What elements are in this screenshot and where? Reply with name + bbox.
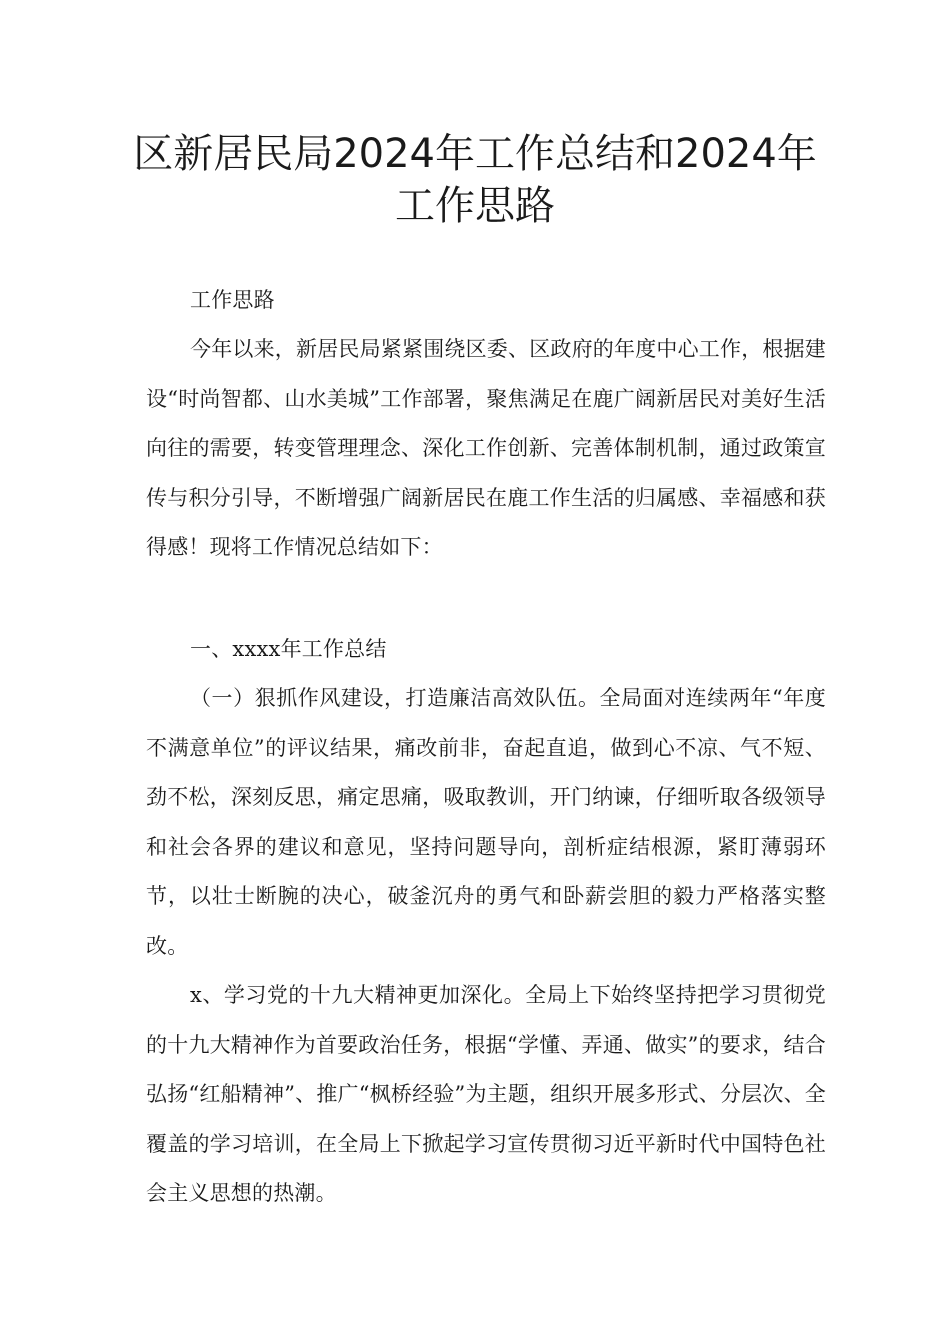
intro-block [146, 325, 826, 573]
intro-paragraph: 今年以来，新居民局紧紧围绕区委、区政府的年度中心工作，根据建设“时尚智都、山水美城”工作部署，聚焦满足在鹿广阔新居民对美好生活向往的需要，转变管理理念、深化工作创新、完善体制机制，通过政策宣传与积分引导，不断增强广阔新居民在鹿工作生活的归属感、幸福感和获得感！现将工作情况总结如下： [146, 337, 826, 559]
section-label: 工作思路 [190, 288, 275, 312]
section-label-block [146, 276, 826, 326]
paragraph-2: x、学习党的十九大精神更加深化。全局上下始终坚持把学习贯彻党的十九大精神作为首要政治任务，根据“学懂、弄通、做实”的要求，结合弘扬“红船精神”、推广“枫桥经验”为主题，组织开展多形式、分层次、全覆盖的学习培训，在全局上下掀起学习宣传贯彻习近平新时代中国特色社会主义思想的热潮。 [146, 983, 826, 1205]
paragraph-1-block [146, 674, 826, 971]
section-heading-block [146, 625, 826, 675]
document-title-line-2: 工作思路 [395, 183, 555, 229]
paragraph-1: （一）狠抓作风建设，打造廉洁高效队伍。全局面对连续两年“年度不满意单位”的评议结果，痛改前非，奋起直追，做到心不凉、气不短、劲不松，深刻反思，痛定思痛，吸取教训，开门纳谏，仔细听取各级领导和社会各界的建议和意见，坚持问题导向，剖析症结根源，紧盯薄弱环节，以壮士断腕的决心，破釜沉舟的勇气和卧薪尝胆的毅力严格落实整改。 [146, 686, 826, 958]
paragraph-2-block [146, 971, 826, 1219]
section-heading-1: 一、xxxx年工作总结 [190, 637, 387, 661]
document-title-line-1: 区新居民局2024年工作总结和2024年 [133, 131, 817, 177]
